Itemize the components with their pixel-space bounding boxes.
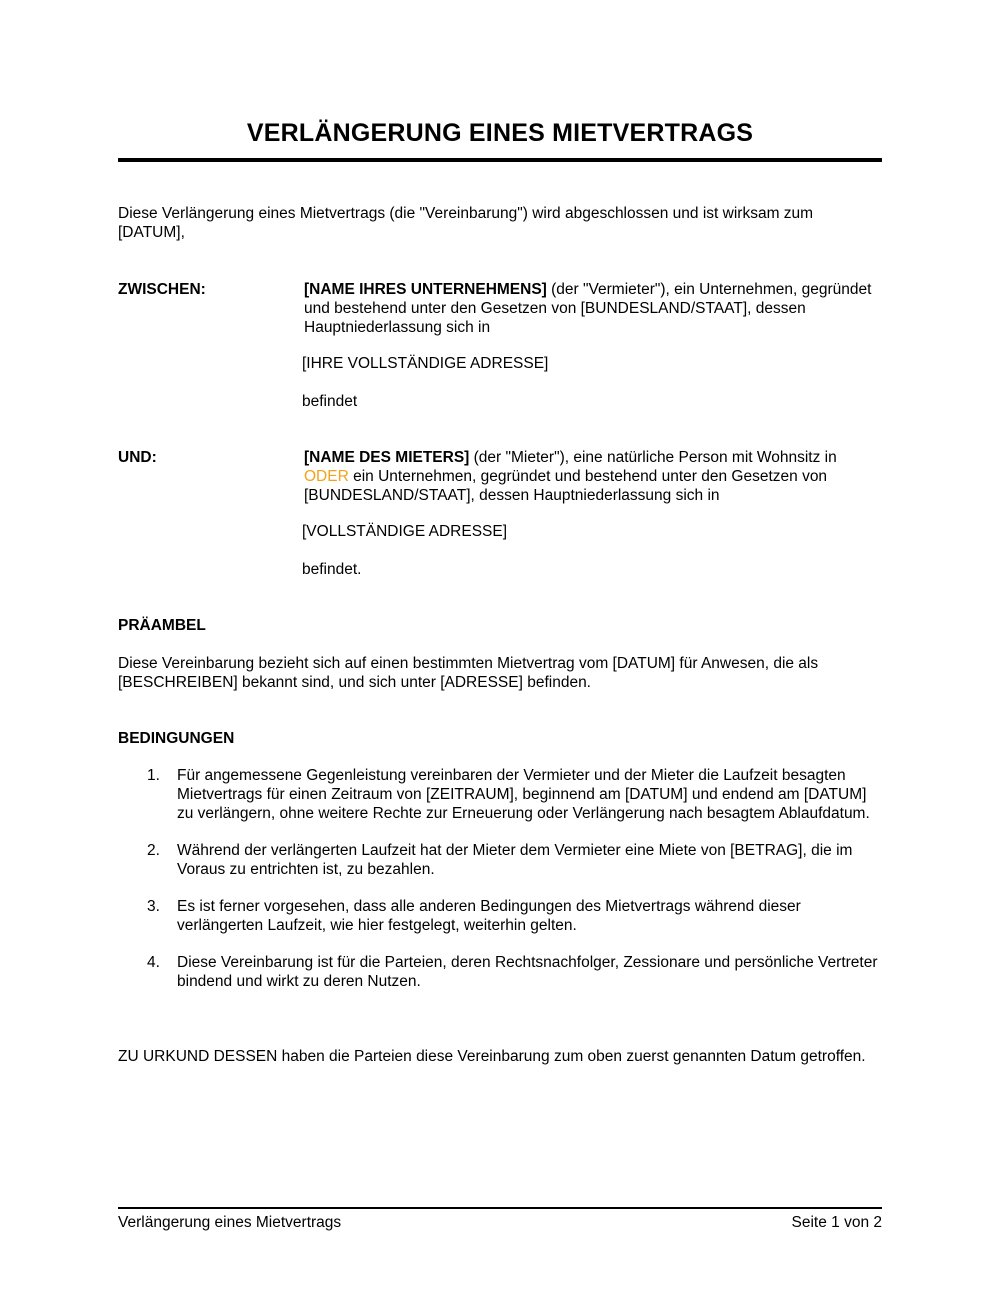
party1-text: (der "Vermieter"), ein Unternehmen, gegründet und bestehend unter den Gesetzen von [BUNDESLAND/STAAT], dessen Hauptniederlassung sich in bbox=[304, 281, 872, 336]
condition-text: Für angemessene Gegenleistung vereinbaren der Vermieter und der Mieter die Laufzeit besagten Mietvertrags für einen Zeitraum von [ZEITRAUM], beginnend am [DATUM] und endend am [DATUM] zu verlängern, ohne weitere Rechte zur Erneuerung oder Verlängerung nach besagtem Ablaufdatum. bbox=[177, 767, 870, 822]
party2-text-continued: ein Unternehmen, gegründet und bestehend unter den Gesetzen von [BUNDESLAND/STAAT], dessen Hauptniederlassung sich in bbox=[304, 468, 828, 504]
footer-page-number: Seite 1 von 2 bbox=[791, 1214, 882, 1231]
condition-text: Diese Vereinbarung ist für die Parteien, deren Rechtsnachfolger, Zessionare und persönliche Vertreter bindend und wirkt zu deren Nutzen. bbox=[177, 954, 878, 990]
party1-address: [IHRE VOLLSTÄNDIGE ADRESSE] bbox=[302, 355, 549, 372]
party1-name: [NAME IHRES UNTERNEHMENS] bbox=[304, 281, 547, 298]
condition-item bbox=[147, 897, 887, 935]
conditions-heading: BEDINGUNGEN bbox=[118, 730, 235, 747]
conditions-list bbox=[147, 766, 887, 991]
preamble-paragraph: Diese Vereinbarung bezieht sich auf einen bestimmten Mietvertrag vom [DATUM] für Anwesen, die als [BESCHREIBEN] bekannt sind, und sich unter [ADRESSE] befinden. bbox=[118, 655, 819, 691]
closing-paragraph: ZU URKUND DESSEN haben die Parteien diese Vereinbarung zum oben zuerst genannten Datum getroffen. bbox=[118, 1048, 866, 1065]
condition-number: 2. bbox=[147, 842, 160, 859]
footer-divider bbox=[118, 1207, 882, 1209]
document-title: VERLÄNGERUNG EINES MIETVERTRAGS bbox=[246, 119, 754, 147]
condition-item bbox=[147, 766, 887, 823]
condition-number: 1. bbox=[147, 767, 160, 784]
party2-label: UND: bbox=[118, 449, 157, 466]
party1-closing: befindet bbox=[302, 393, 358, 410]
condition-item bbox=[147, 841, 887, 879]
footer-document-name: Verlängerung eines Mietvertrags bbox=[118, 1214, 342, 1231]
party2-name: [NAME DES MIETERS] bbox=[304, 449, 470, 466]
intro-paragraph: Diese Verlängerung eines Mietvertrags (die "Vereinbarung") wird abgeschlossen und ist wirksam zum [DATUM], bbox=[118, 205, 814, 241]
party2-text: (der "Mieter"), eine natürliche Person mit Wohnsitz in bbox=[469, 449, 837, 466]
condition-number: 4. bbox=[147, 954, 160, 971]
or-keyword: ODER bbox=[304, 468, 349, 485]
party2-description bbox=[304, 448, 884, 505]
title-divider bbox=[118, 158, 882, 162]
party1-description bbox=[304, 280, 884, 337]
condition-text: Während der verlängerten Laufzeit hat der Mieter dem Vermieter eine Miete von [BETRAG], die im Voraus zu entrichten ist, zu bezahlen. bbox=[177, 842, 853, 878]
condition-number: 3. bbox=[147, 898, 160, 915]
preamble-heading: PRÄAMBEL bbox=[118, 617, 206, 634]
party2-closing: befindet. bbox=[302, 561, 362, 578]
party2-address: [VOLLSTÄNDIGE ADRESSE] bbox=[302, 523, 508, 540]
condition-item bbox=[147, 953, 887, 991]
condition-text: Es ist ferner vorgesehen, dass alle anderen Bedingungen des Mietvertrags während dieser verlängerten Laufzeit, wie hier festgelegt, weiterhin gelten. bbox=[177, 898, 801, 934]
party1-label: ZWISCHEN: bbox=[118, 281, 206, 298]
